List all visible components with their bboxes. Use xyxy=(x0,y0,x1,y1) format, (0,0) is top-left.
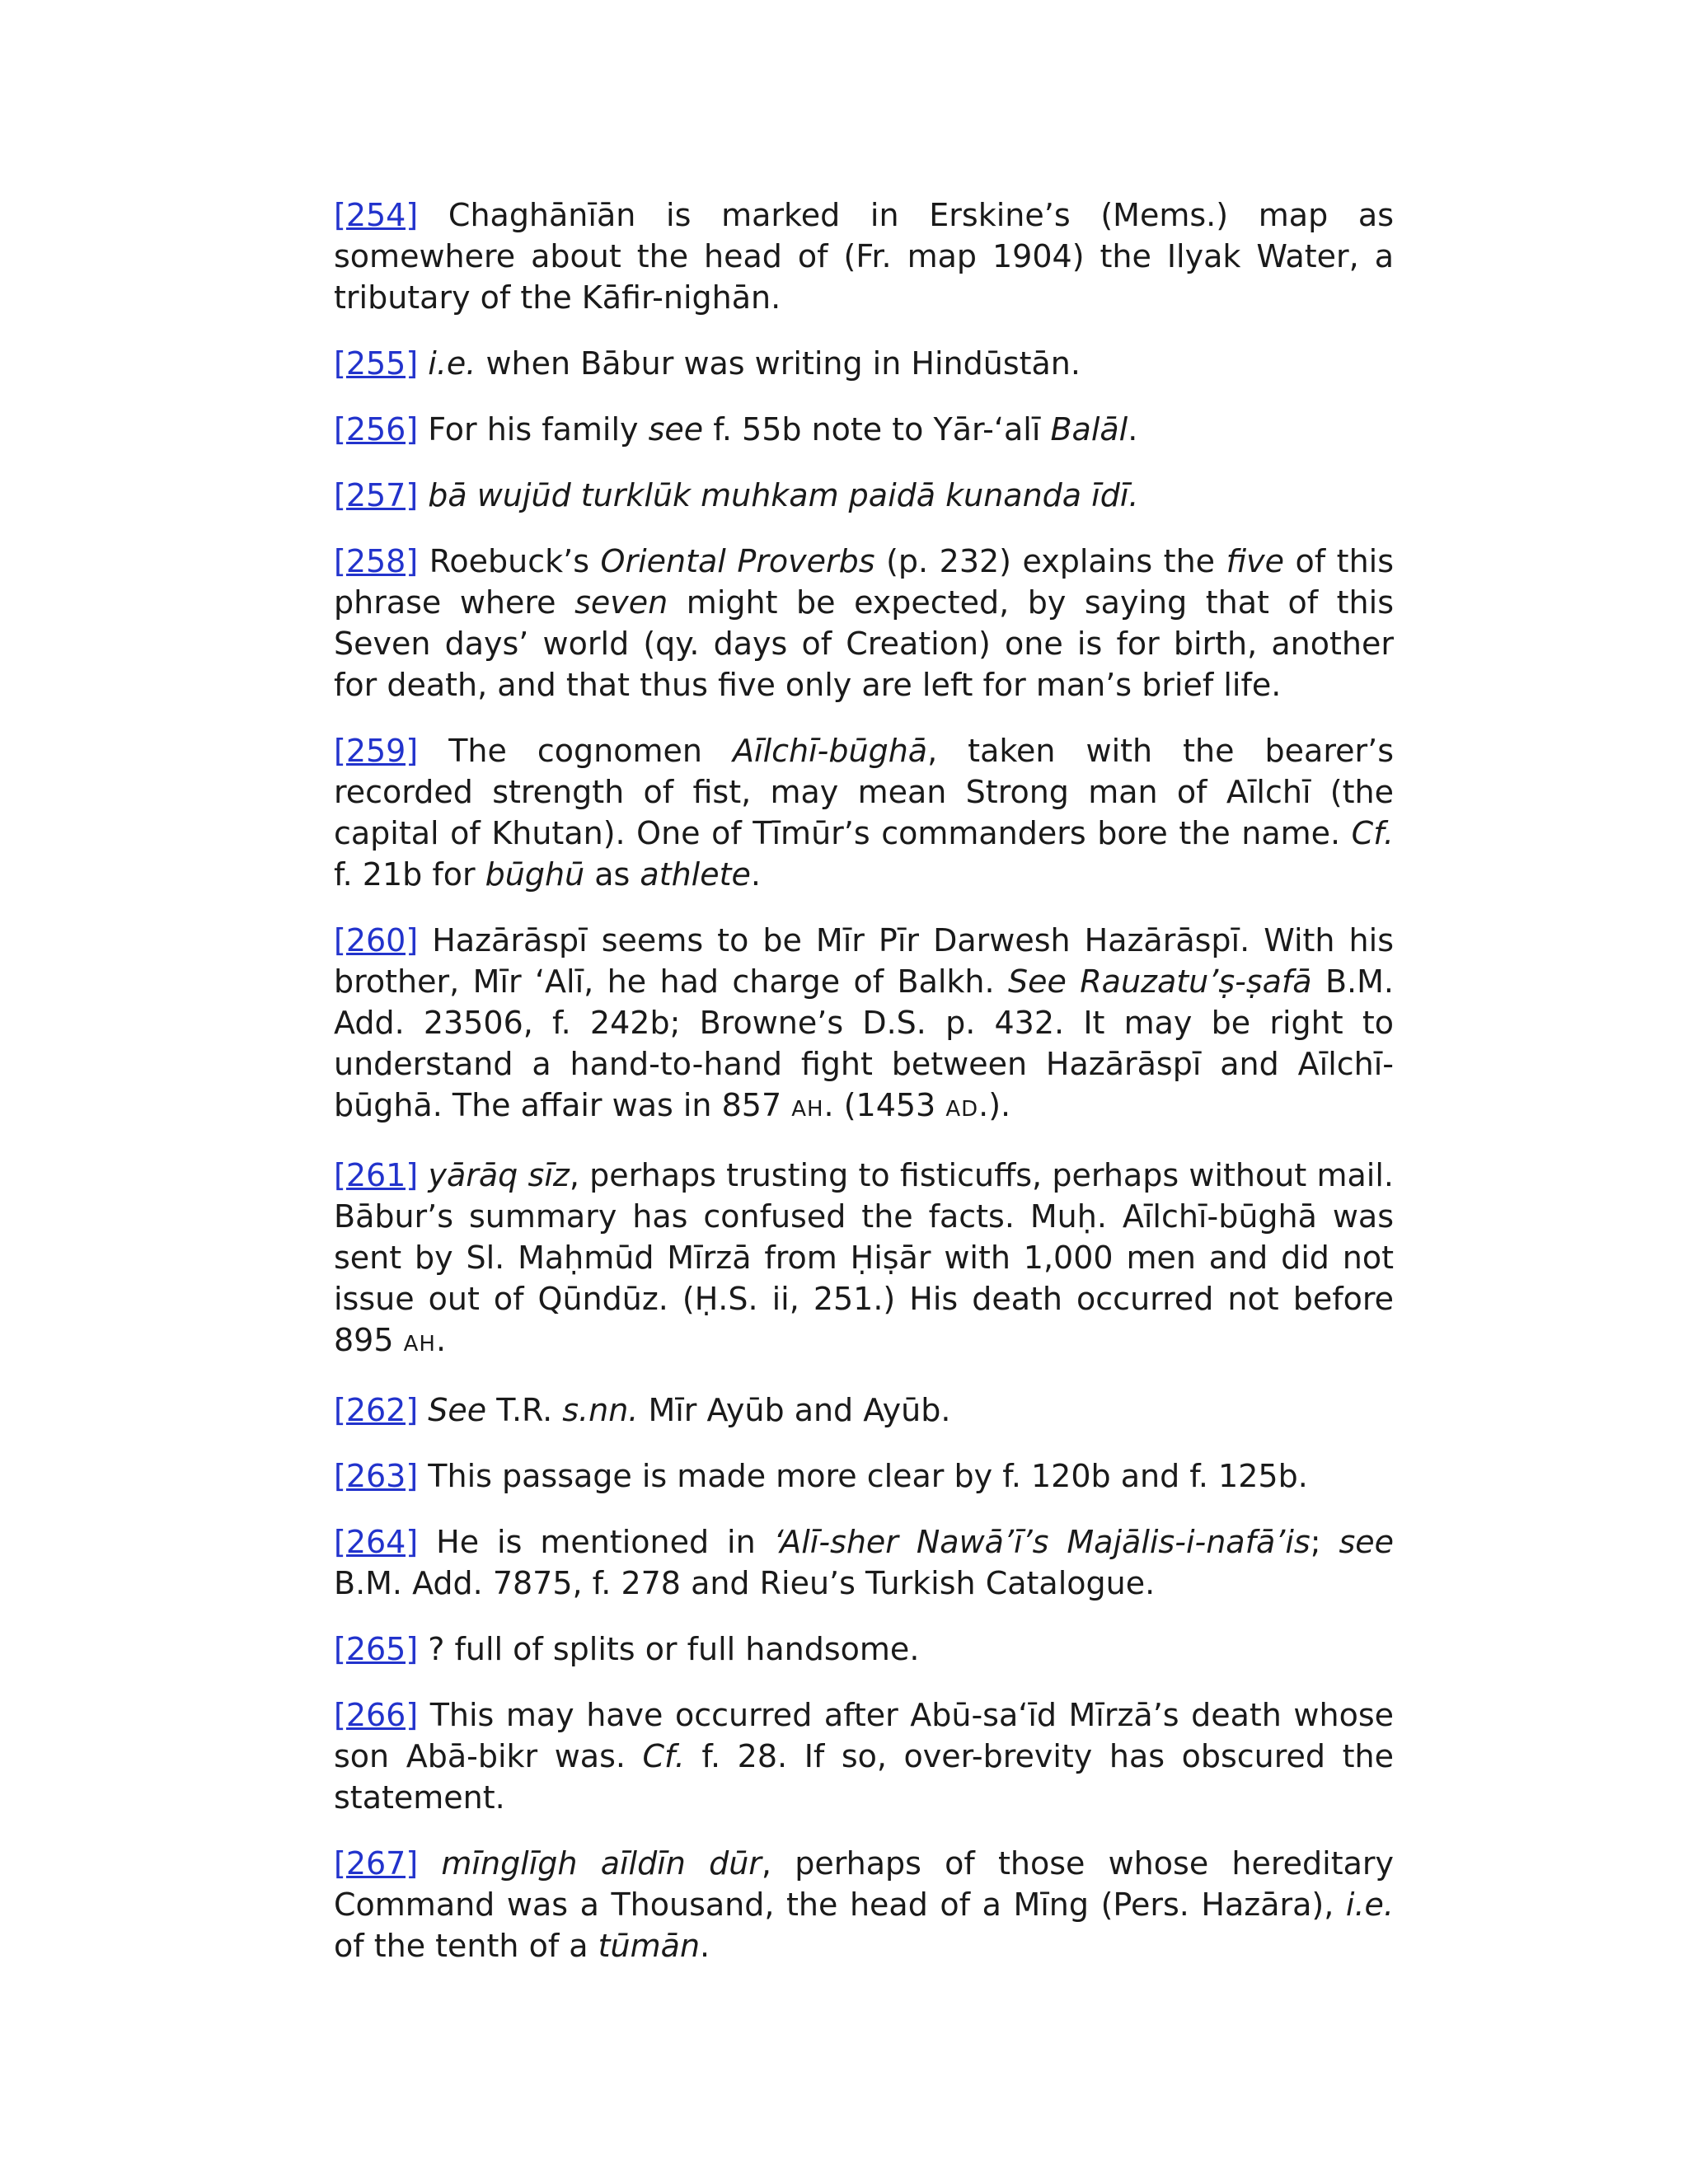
footnote-italic-text: yārāq sīz xyxy=(428,1157,570,1193)
footnote-italic-text: athlete xyxy=(640,856,751,893)
footnote-ref-link[interactable]: [256] xyxy=(334,411,419,448)
footnote-text: .). xyxy=(978,1087,1011,1123)
footnote-text: . (1453 xyxy=(823,1087,946,1123)
footnote-ref-link[interactable]: [266] xyxy=(334,1697,419,1733)
footnote-text: . xyxy=(750,856,761,893)
footnote-text: ? full of splits or full handsome. xyxy=(418,1631,920,1667)
footnote-text xyxy=(418,477,428,513)
footnote-text: . xyxy=(700,1928,710,1964)
footnote-italic-text: bā wujūd turklūk muhkam paidā kunanda īdī. xyxy=(428,477,1139,513)
footnote-italic-text: ‘Alī-sher Nawā’ī’s Majālis-i-nafā’is xyxy=(773,1524,1311,1560)
footnote-text: f. 21b for xyxy=(334,856,485,893)
footnote xyxy=(334,1155,1394,1365)
footnote-text: of the tenth of a xyxy=(334,1928,598,1964)
footnote-text: The cognomen xyxy=(418,733,734,769)
footnote-text: f. 28. If so, over-brevity has obscured the statement. xyxy=(334,1738,1394,1816)
footnote-text: Chaghānīān is marked in Erskine’s (Mems.) map as somewhere about the head of (Fr. map 1904) the Ilyak Water, a tributary of the Kāfir-nighān. xyxy=(334,197,1394,316)
footnote-italic-text: see xyxy=(1339,1524,1394,1560)
footnote-era-abbrev: AD xyxy=(945,1097,979,1122)
footnote-ref-link[interactable]: [264] xyxy=(334,1524,419,1560)
footnote-text: He is mentioned in xyxy=(418,1524,774,1560)
footnote-italic-text: būghū xyxy=(485,856,585,893)
footnote-text: B.M. Add. 23506, f. 242b; Browne’s D.S. p. 432. It may be right to understand a hand-to-hand fight between Hazārāspī and Aīlchī-būghā. The affair was in 857 xyxy=(334,963,1394,1123)
footnote xyxy=(334,475,1394,516)
footnote-italic-text: mīnglīgh aīldīn dūr xyxy=(441,1845,762,1882)
footnote-text: when Bābur was writing in Hindūstān. xyxy=(476,345,1081,382)
footnote xyxy=(334,1843,1394,1966)
footnote-text xyxy=(418,1845,441,1882)
footnote-text: . xyxy=(1128,411,1138,448)
footnote-italic-text: Cf. xyxy=(642,1738,685,1774)
footnote-text: B.M. Add. 7875, f. 278 and Rieu’s Turkish Catalogue. xyxy=(334,1565,1156,1601)
footnote-ref-link[interactable]: [263] xyxy=(334,1458,419,1494)
footnote-ref-link[interactable]: [257] xyxy=(334,477,419,513)
footnote-text: , perhaps of those whose hereditary Command was a Thousand, the head of a Mīng (Pers. Hazāra), xyxy=(334,1845,1395,1923)
footnote-text: of this phrase where xyxy=(334,543,1395,621)
footnote xyxy=(334,920,1394,1130)
footnote-ref-link[interactable]: [265] xyxy=(334,1631,419,1667)
footnote-text xyxy=(418,1157,428,1193)
footnote xyxy=(334,1694,1394,1818)
footnote xyxy=(334,409,1394,450)
footnote-italic-text: five xyxy=(1226,543,1284,579)
footnote-italic-text: Cf. xyxy=(1351,815,1394,851)
footnote-italic-text: s.nn. xyxy=(562,1392,639,1428)
footnote-ref-link[interactable]: [260] xyxy=(334,922,419,958)
footnote-text: , perhaps trusting to fisticuffs, perhaps without mail. Bābur’s summary has confused the facts. Muḥ. Aīlchī-būghā was sent by Sl. Maḥmūd Mīrzā from Ḥiṣār with 1,000 men and did not issue out of Qūndūz. (Ḥ.S. ii, 251.) His death occurred not before 895 xyxy=(334,1157,1394,1358)
footnote-ref-link[interactable]: [267] xyxy=(334,1845,419,1882)
footnote-text: ; xyxy=(1310,1524,1339,1560)
footnote-italic-text: seven xyxy=(574,584,668,621)
footnote-italic-text: See Rauzatu’ṣ-ṣafā xyxy=(1007,963,1312,1000)
footnote-italic-text: i.e. xyxy=(1345,1886,1394,1923)
footnote-text xyxy=(418,345,428,382)
footnote-text: f. 55b note to Yār-‘alī xyxy=(703,411,1051,448)
footnote-text: (p. 232) explains the xyxy=(874,543,1226,579)
footnote-text: This may have occurred after Abū-sa‘īd Mīrzā’s death whose son Abā-bikr was. xyxy=(334,1697,1394,1774)
footnote-italic-text: see xyxy=(648,411,704,448)
footnote-text: Mīr Ayūb and Ayūb. xyxy=(638,1392,951,1428)
footnote xyxy=(334,1629,1394,1670)
footnote-italic-text: Balāl xyxy=(1050,411,1128,448)
footnote-ref-link[interactable]: [258] xyxy=(334,543,419,579)
footnote-text xyxy=(418,1392,428,1428)
footnote xyxy=(334,1521,1394,1604)
footnote xyxy=(334,730,1394,895)
footnote-text: , taken with the bearer’s recorded strength of fist, may mean Strong man of Aīlchī (the capital of Khutan). One of Tīmūr’s commanders bore the name. xyxy=(334,733,1394,851)
footnote xyxy=(334,1390,1394,1431)
footnote xyxy=(334,541,1394,705)
footnote-ref-link[interactable]: [255] xyxy=(334,345,419,382)
footnote-italic-text: See xyxy=(428,1392,487,1428)
footnote xyxy=(334,194,1394,318)
footnote xyxy=(334,343,1394,384)
footnote-text: T.R. xyxy=(486,1392,563,1428)
footnote-italic-text: Oriental Proverbs xyxy=(600,543,875,579)
footnote-era-abbrev: AH xyxy=(791,1097,824,1122)
footnote-text: Roebuck’s xyxy=(418,543,601,579)
footnote-italic-text: i.e. xyxy=(428,345,476,382)
footnotes-page xyxy=(334,194,1394,1991)
footnote-text: might be expected, by saying that of this Seven days’ world (qy. days of Creation) one is for birth, another for death, and that thus five only are left for man’s brief life. xyxy=(334,584,1394,703)
footnote-text: . xyxy=(435,1322,447,1358)
footnote-ref-link[interactable]: [262] xyxy=(334,1392,419,1428)
footnote-italic-text: tūmān xyxy=(598,1928,701,1964)
footnote-ref-link[interactable]: [259] xyxy=(334,733,419,769)
footnote-text: This passage is made more clear by f. 120b and f. 125b. xyxy=(418,1458,1308,1494)
footnote-text: Hazārāspī seems to be Mīr Pīr Darwesh Hazārāspī. With his brother, Mīr ‘Alī, he had charge of Balkh. xyxy=(334,922,1394,1000)
footnote xyxy=(334,1455,1394,1497)
footnote-era-abbrev: AH xyxy=(403,1332,436,1357)
footnote-text: For his family xyxy=(418,411,649,448)
footnote-ref-link[interactable]: [254] xyxy=(334,197,419,233)
footnote-italic-text: Aīlchī-būghā xyxy=(733,733,928,769)
footnote-ref-link[interactable]: [261] xyxy=(334,1157,419,1193)
footnote-text: as xyxy=(584,856,640,893)
